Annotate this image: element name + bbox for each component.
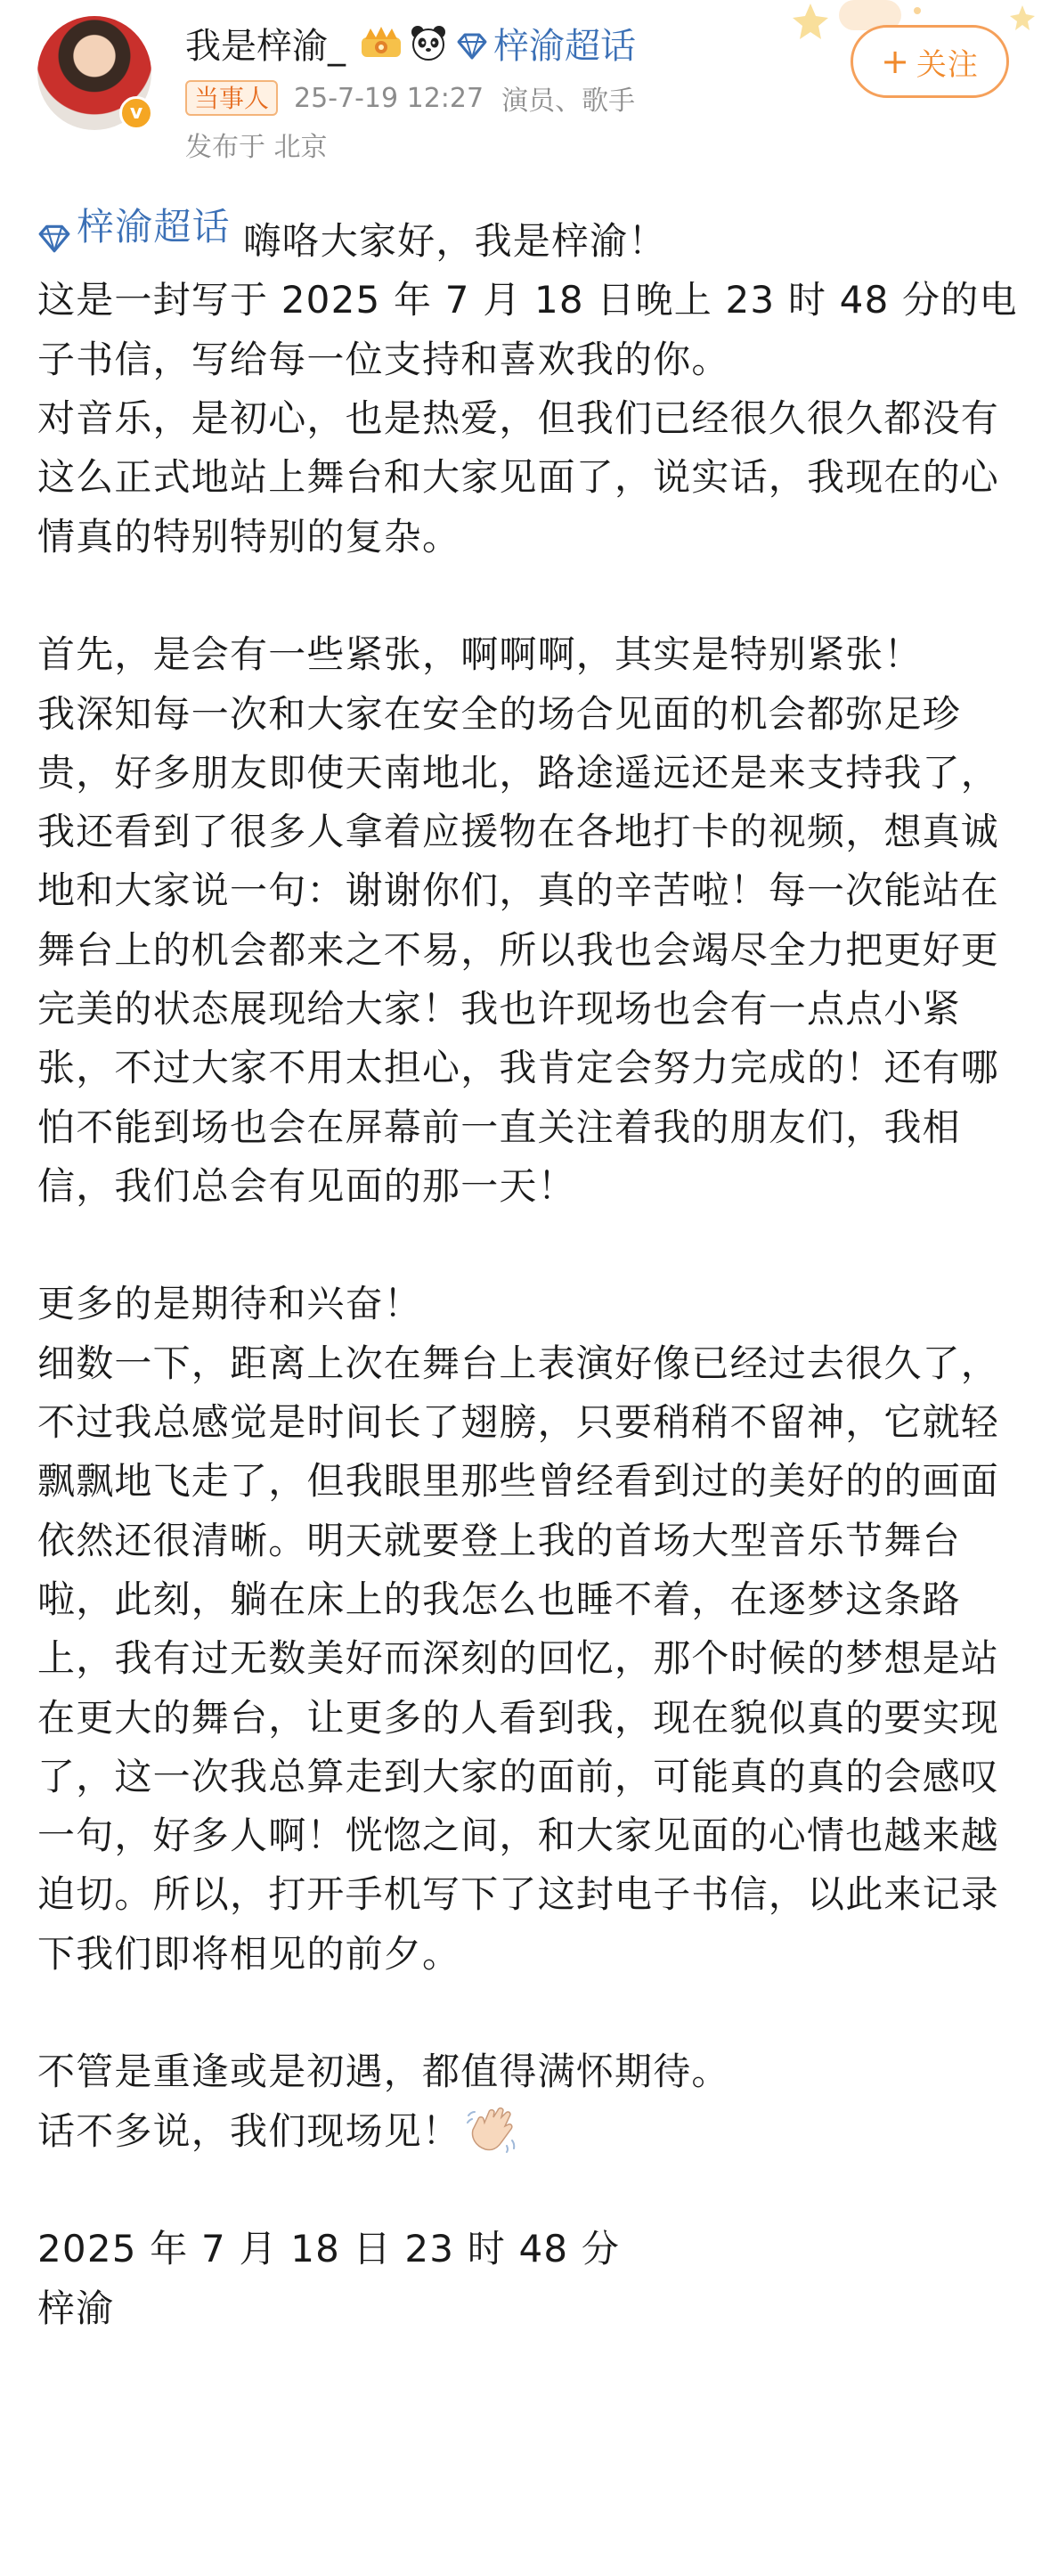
post-content [37, 198, 1026, 2338]
post-meta [185, 78, 635, 118]
plus-icon: + [881, 42, 909, 81]
author-name-row [185, 16, 636, 69]
diamond-icon [37, 212, 71, 242]
greeting-text: 嗨咯大家好，我是梓渝！ [230, 219, 667, 264]
paragraph-gap [37, 2161, 1026, 2220]
paragraph-gap [37, 1216, 1026, 1275]
topic-link[interactable] [37, 198, 231, 257]
supertopic-label: 梓渝超话 [493, 25, 636, 67]
author-profession: 演员、歌手 [501, 86, 636, 117]
post-location: 发布于 北京 [185, 132, 328, 163]
closing-text: 话不多说，我们现场见！ [37, 2108, 461, 2153]
follow-button[interactable] [851, 25, 1009, 98]
paragraph-1: 这是一封写于 2025 年 7 月 18 日晚上 23 时 48 分的电子书信，写给每一位支持和喜欢我的你。 对音乐，是初心，也是热爱，但我们已经很久很久都没有这么正式地站上舞台和大家见面了，说实话，我现在的心情真的特别特别的复杂。 [37, 278, 1018, 558]
greeting-line [37, 198, 1026, 271]
paragraph-gap [37, 567, 1026, 625]
signature-name: 梓渝 [37, 2286, 115, 2330]
panda-badge-icon[interactable] [410, 24, 447, 61]
crown-badge-icon[interactable] [358, 25, 404, 61]
topic-label: 梓渝超话 [77, 205, 231, 249]
paragraph-4-line-1: 不管是重逢或是初遇，都值得满怀期待。 [37, 2050, 730, 2094]
diamond-icon [456, 29, 488, 57]
post-timestamp: 25-7-19 12:27 [294, 82, 484, 114]
post-header [0, 0, 1050, 178]
v-badge-icon: v [119, 96, 153, 130]
paragraph-gap [37, 1984, 1026, 2042]
paragraph-3: 更多的是期待和兴奋！ 细数一下，距离上次在舞台上表演好像已经过去很久了，不过我总感觉是时间长了翅膀，只要稍稍不留神，它就轻飘飘地飞走了，但我眼里那些曾经看到过的美好的的画面依然还很清晰。明天就要登上我的首场大型音乐节舞台啦，此刻，躺在床上的我怎么也睡不着，在逐梦这条路上，我有过无数美好而深刻的回忆，那个时候的梦想是站在更大的舞台，让更多的人看到我，现在貌似真的要实现了，这一次我总算走到大家的面前，可能真的真的会感叹一句，好多人啊！恍惚之间，和大家见面的心情也越来越迫切。所以，打开手机写下了这封电子书信，以此来记录下我们即将相见的前夕。 [37, 1282, 1000, 1976]
avatar[interactable] [37, 16, 151, 130]
author-name[interactable]: 我是梓渝_ [185, 25, 346, 67]
waving-hand-icon [466, 2105, 519, 2155]
signature-date: 2025 年 7 月 18 日 23 时 48 分 [37, 2227, 621, 2271]
supertopic-link[interactable] [456, 18, 636, 69]
paragraph-4-line-2 [37, 2102, 1026, 2161]
follow-button-label: 关注 [916, 46, 979, 83]
paragraph-2: 首先，是会有一些紧张，啊啊啊，其实是特别紧张！ 我深知每一次和大家在安全的场合见面的机会都弥足珍贵，好多朋友即使天南地北，路途遥远还是来支持我了，我还看到了很多人拿着应援物在各地打卡的视频，想真诚地和大家说一句：谢谢你们，真的辛苦啦！每一次能站在舞台上的机会都来之不易，所以我也会竭尽全力把更好更完美的状态展现给大家！我也许现场也会有一点点小紧张，不过大家不用太担心，我肯定会努力完成的！还有哪怕不能到场也会在屏幕前一直关注着我的朋友们，我相信，我们总会有见面的那一天！ [37, 632, 1000, 1208]
role-tag: 当事人 [185, 80, 278, 116]
